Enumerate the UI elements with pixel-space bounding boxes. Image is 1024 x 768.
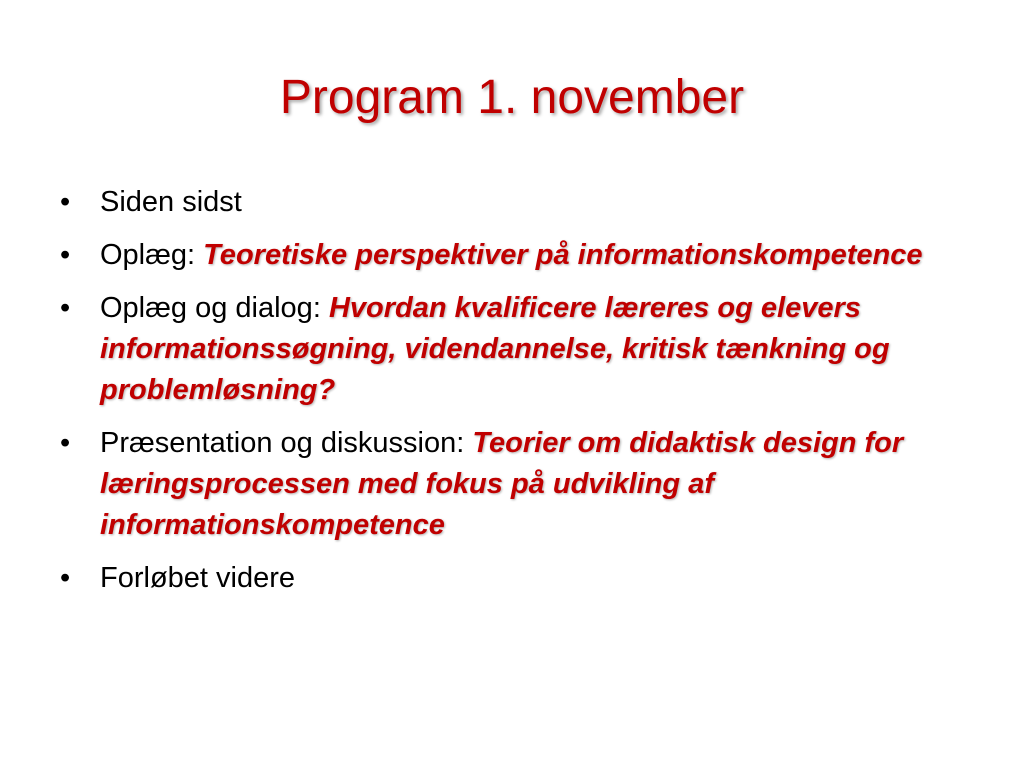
bullet-list [56,182,956,611]
bullet-dot-icon: • [60,239,71,271]
bullet-item [56,558,956,599]
bullet-emphasis: Teoretiske perspektiver på informationskompetence [203,239,923,271]
bullet-emphasis: Teorier om didaktisk design for læringsprocessen med fokus på udvikling af informationskompetence [100,427,904,541]
bullet-item [56,288,956,411]
bullet-dot-icon: • [60,186,71,218]
bullet-dot-icon: • [60,427,71,459]
bullet-text: Oplæg: [100,239,204,271]
bullet-item [56,182,956,223]
bullet-dot-icon: • [60,562,71,594]
bullet-text: Forløbet videre [100,562,296,594]
slide-title: Program 1. november [279,71,745,124]
bullet-emphasis: Hvordan kvalificere læreres og elevers informationssøgning, videndannelse, kritisk tænkning og problemløsning? [100,292,890,406]
bullet-item [56,423,956,546]
bullet-item [56,235,956,276]
bullet-text: Siden sidst [100,186,242,218]
bullet-text: Oplæg og dialog: [100,292,329,324]
bullet-dot-icon: • [60,292,71,324]
bullet-text: Præsentation og diskussion: [100,427,473,459]
